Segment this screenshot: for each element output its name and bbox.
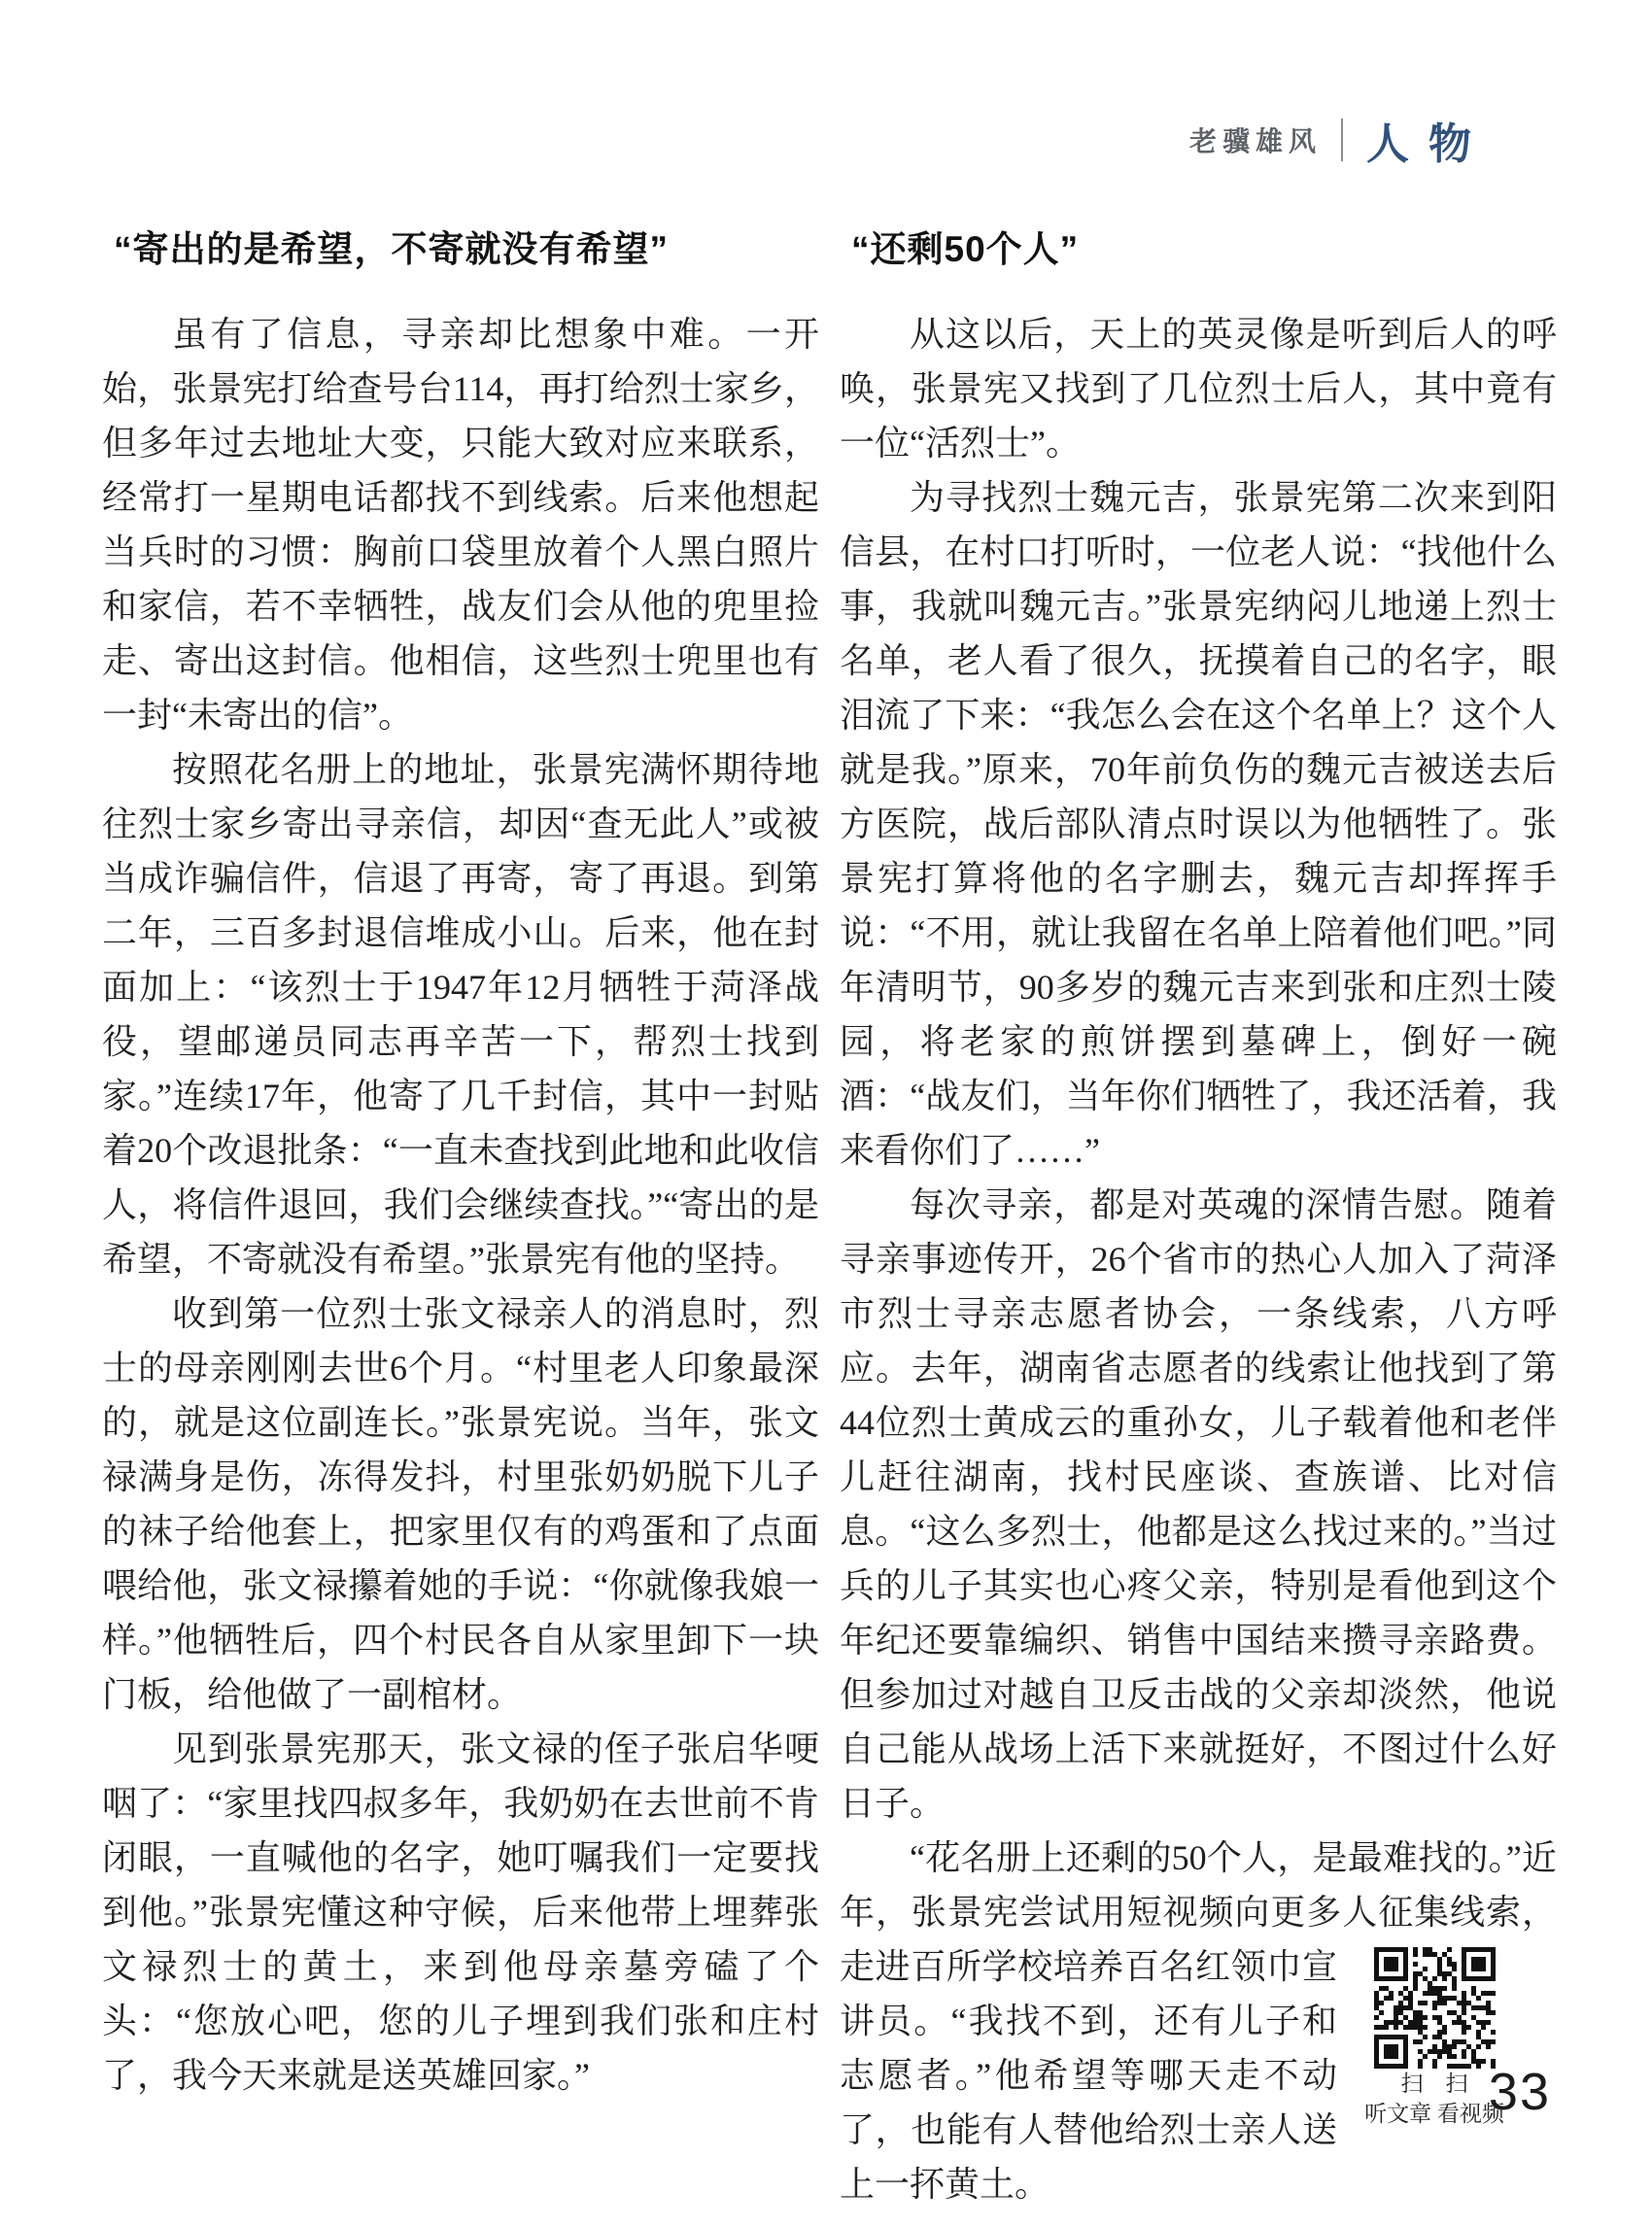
article-body (102, 220, 1557, 2211)
page-header (1188, 109, 1491, 171)
paragraph: 收到第一位烈士张文禄亲人的消息时，烈士的母亲刚刚去世6个月。“村里老人印象最深的，就是这位副连长。”张景宪说。当年，张文禄满身是伤，冻得发抖，村里张奶奶脱下儿子的袜子给他套上，把家里仅有的鸡蛋和了点面喂给他，张文禄攥着她的手说：“你就像我娘一样。”他牺牲后，四个村民各自从家里卸下一块门板，给他做了一副棺材。 (102, 1294, 819, 1714)
paragraph: 为寻找烈士魏元吉，张景宪第二次来到阳信县，在村口打听时，一位老人说：“找他什么事，我就叫魏元吉。”张景宪纳闷儿地递上烈士名单，老人看了很久，抚摸着自己的名字，眼泪流了下来：“我怎么会在这个名单上？这个人就是我。”原来，70年前负伤的魏元吉被送去后方医院，战后部队清点时误以为他牺牲了。张景宪打算将他的名字删去，魏元吉却挥挥手说：“不用，就让我留在名单上陪着他们吧。”同年清明节，90多岁的魏元吉来到张和庄烈士陵园，将老家的煎饼摆到墓碑上，倒好一碗酒：“战友们，当年你们牺牲了，我还活着，我来看你们了……” (840, 478, 1557, 1170)
qr-block (1360, 1947, 1508, 2129)
left-column (102, 220, 819, 2103)
final-paragraph-start: “花名册上还剩的50个人，是最难找的。”近年，张景宪尝试用短视频向更多人征集线索， (840, 1838, 1557, 1932)
final-paragraph-end: 走进百所学校培养百名红领巾宣讲员。“我找不到，还有儿子和志愿者。”他希望等哪天走不动了，也能有人替他给烈士亲人送上一抔黄土。 (840, 1947, 1337, 2204)
qr-caption-actions: 听文章 看视频 (1364, 2102, 1504, 2126)
final-paragraph (840, 1831, 1557, 2211)
header-divider (1341, 119, 1343, 161)
right-column (840, 220, 1557, 2211)
page-number: 33 (1488, 2063, 1551, 2121)
paragraph: 按照花名册上的地址，张景宪满怀期待地往烈士家乡寄出寻亲信，却因“查无此人”或被当成诈骗信件，信退了再寄，寄了再退。到第二年，三百多封退信堆成小山。后来，他在封面加上：“该烈士于1947年12月牺牲于菏泽战役，望邮递员同志再辛苦一下，帮烈士找到家。”连续17年，他寄了几千封信，其中一封贴着20个改退批条：“一直未查找到此地和此收信人，将信件退回，我们会继续查找。”“寄出的是希望，不寄就没有希望。”张景宪有他的坚持。 (102, 750, 819, 1279)
paragraph: 从这以后，天上的英灵像是听到后人的呼唤，张景宪又找到了几位烈士后人，其中竟有一位“活烈士”。 (840, 315, 1557, 462)
category-title: 人物 (1366, 120, 1491, 168)
paragraph: 虽有了信息，寻亲却比想象中难。一开始，张景宪打给查号台114，再打给烈士家乡，但多年过去地址大变，只能大致对应来联系，经常打一星期电话都找不到线索。后来他想起当兵时的习惯：胸前口袋里放着个人黑白照片和家信，若不幸牺牲，战友们会从他的兜里捡走、寄出这封信。他相信，这些烈士兜里也有一封“未寄出的信”。 (102, 315, 819, 735)
qr-code-icon (1374, 1947, 1496, 2069)
right-column-paragraphs (840, 307, 1557, 1831)
section-title: 老骥雄风 (1188, 127, 1322, 157)
paragraph: 每次寻亲，都是对英魂的深情告慰。随着寻亲事迹传开，26个省市的热心人加入了菏泽市烈士寻亲志愿者协会，一条线索，八方呼应。去年，湖南省志愿者的线索让他找到了第44位烈士黄成云的重孙女，儿子载着他和老伴儿赶往湖南，找村民座谈、查族谱、比对信息。“这么多烈士，他都是这么找过来的。”当过兵的儿子其实也心疼父亲，特别是看他到这个年纪还要靠编织、销售中国结来攒寻亲路费。但参加过对越自卫反击战的父亲却淡然，他说自己能从战场上活下来就挺好，不图过什么好日子。 (840, 1185, 1557, 1823)
left-column-heading: “寄出的是希望，不寄就没有希望” (114, 229, 669, 269)
paragraph: 见到张景宪那天，张文禄的侄子张启华哽咽了：“家里找四叔多年，我奶奶在去世前不肯闭眼，一直喊他的名字，她叮嘱我们一定要找到他。”张景宪懂这种守候，后来他带上埋葬张文禄烈士的黄土，来到他母亲墓旁磕了个头：“您放心吧，您的儿子埋到我们张和庄村了，我今天来就是送英雄回家。” (102, 1729, 819, 2095)
qr-caption-scan: 扫 扫 (1400, 2072, 1468, 2096)
right-column-heading: “还剩50个人” (851, 229, 1080, 269)
left-column-paragraphs (102, 307, 819, 2103)
